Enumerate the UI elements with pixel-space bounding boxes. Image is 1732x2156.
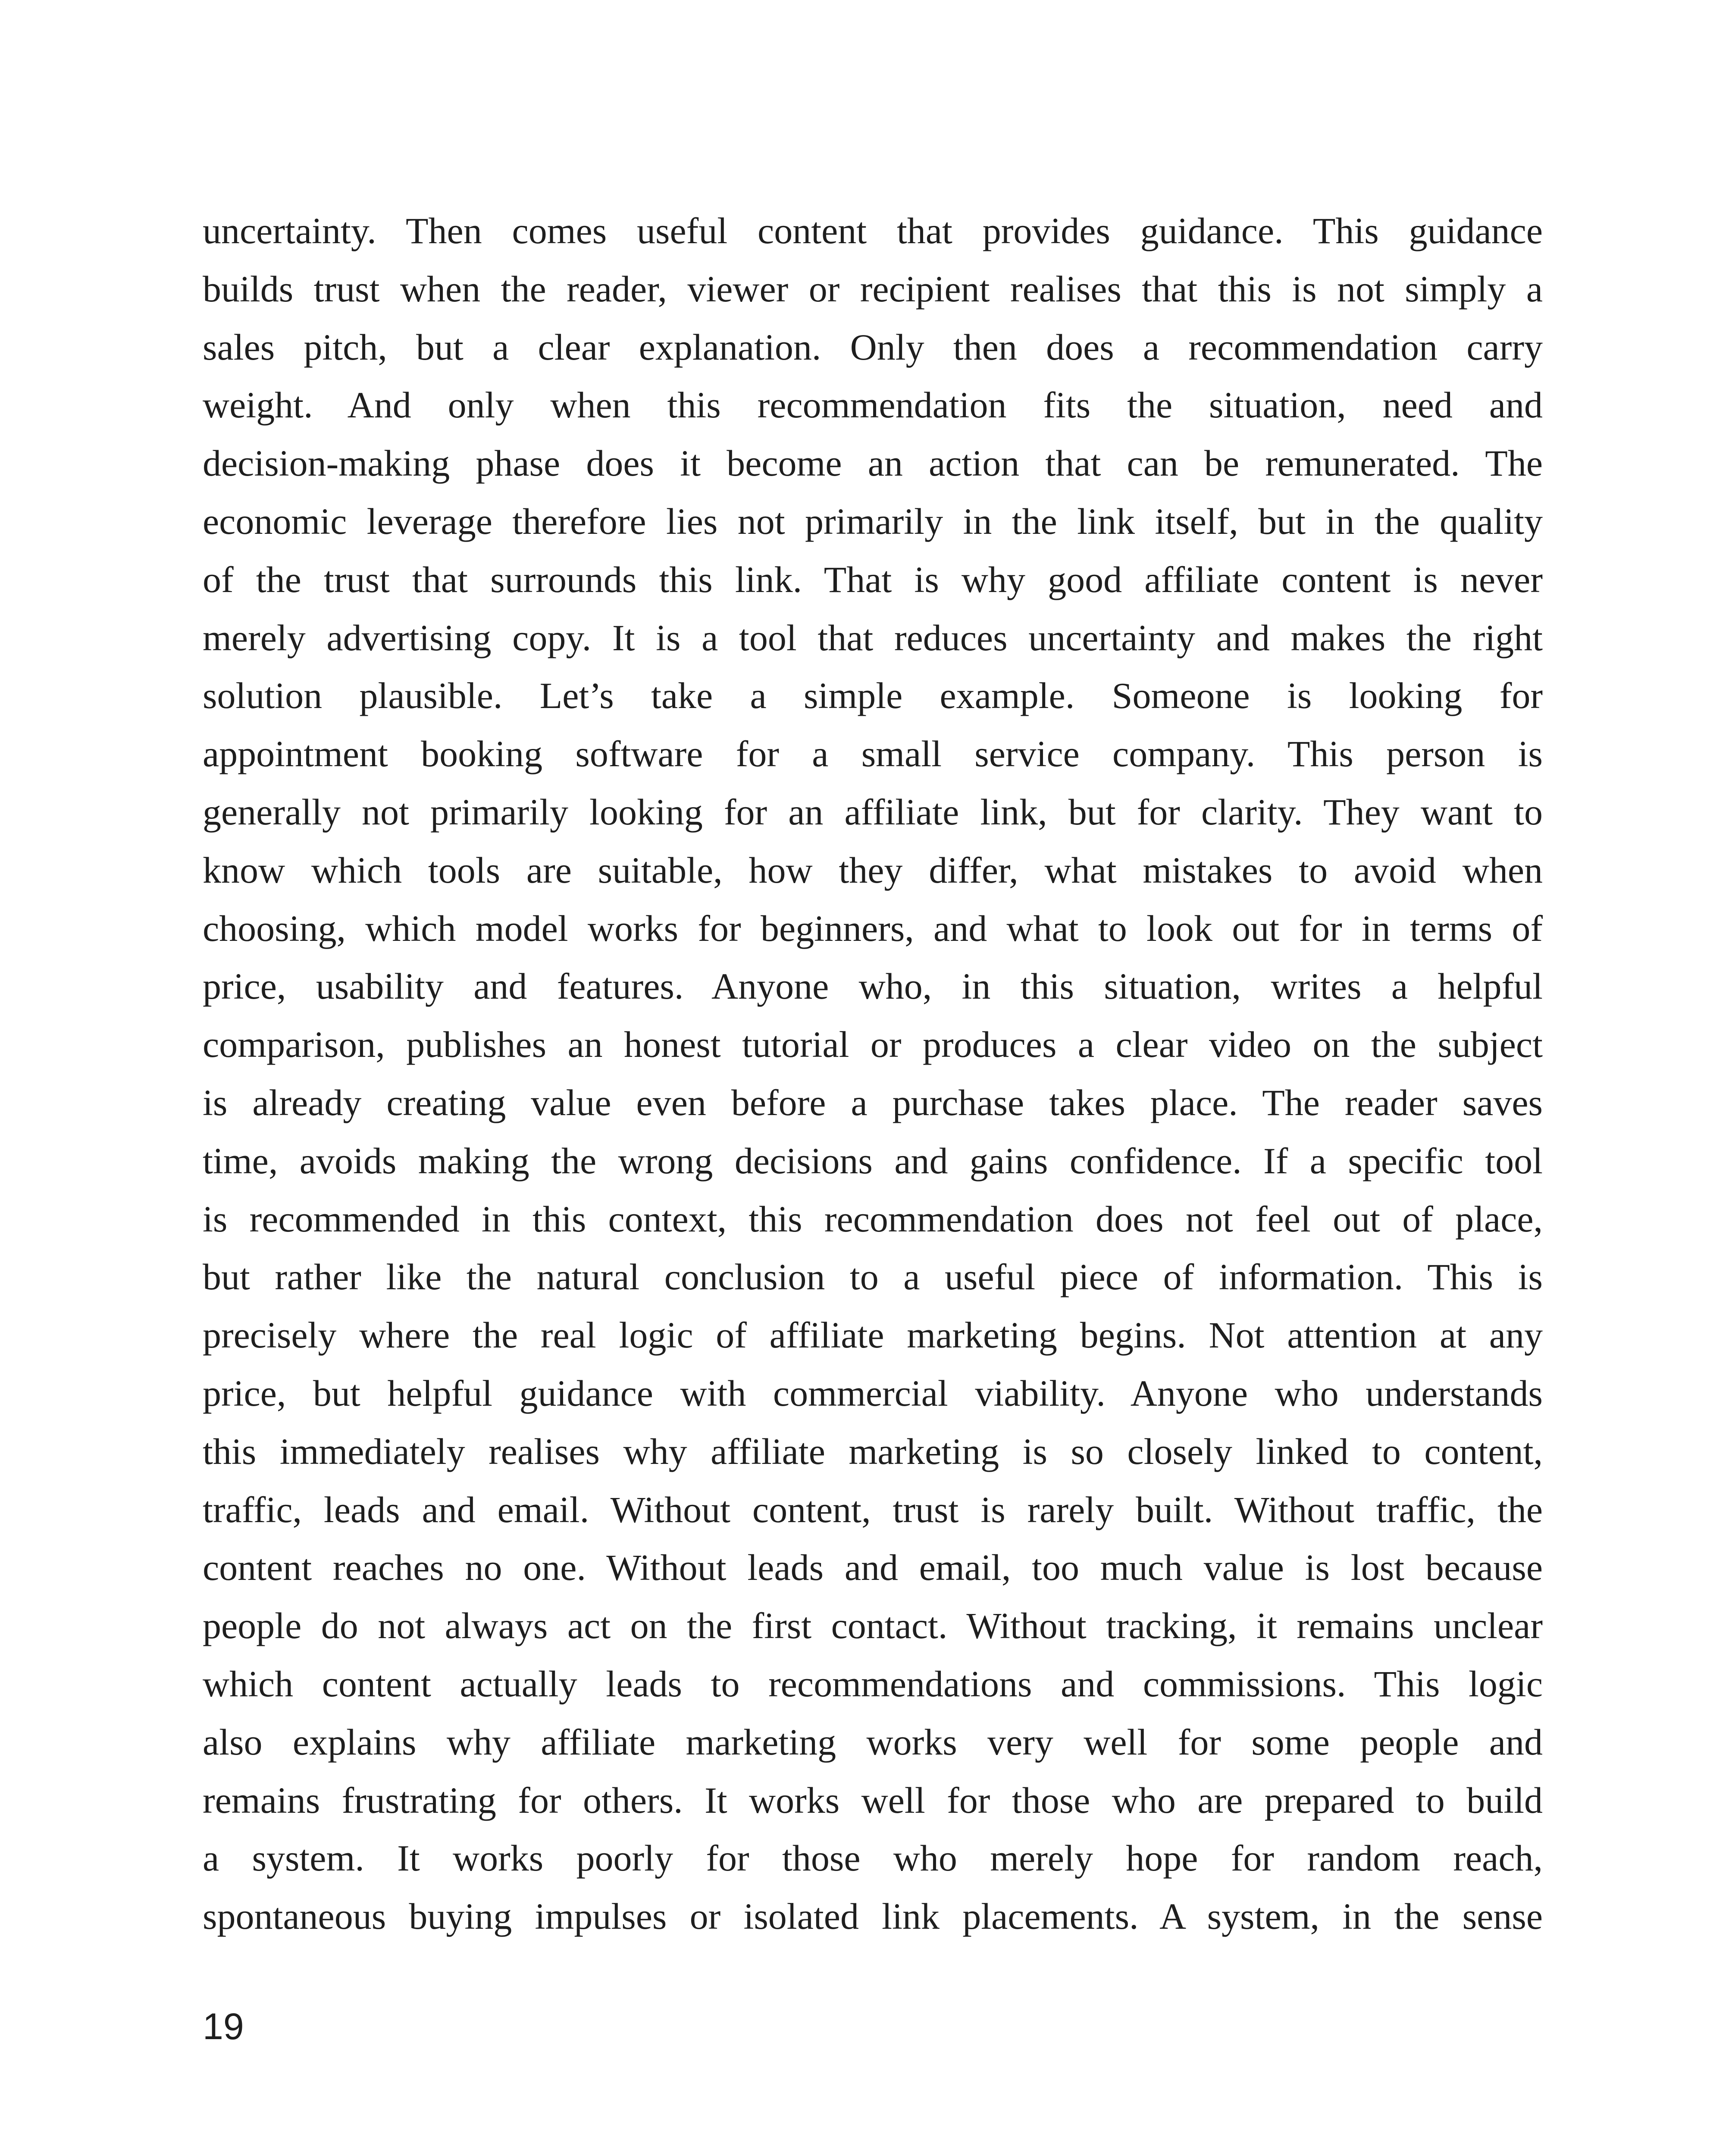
- text-line: is already creating value even before a purchase takes place. The reader saves: [203, 1081, 1543, 1123]
- text-line: spontaneous buying impulses or isolated link placements. A system, in the sense: [203, 1896, 1543, 1937]
- text-line: decision-making phase does it become an action that can be remunerated. The: [203, 442, 1543, 484]
- text-line: also explains why affiliate marketing works very well for some people and: [203, 1721, 1543, 1763]
- text-line: merely advertising copy. It is a tool that reduces uncertainty and makes the right: [203, 617, 1543, 658]
- text-line: is recommended in this context, this recommendation does not feel out of place,: [203, 1198, 1543, 1240]
- text-line: precisely where the real logic of affiliate marketing begins. Not attention at any: [203, 1314, 1543, 1356]
- text-line: people do not always act on the first contact. Without tracking, it remains unclear: [203, 1605, 1543, 1647]
- text-line: sales pitch, but a clear explanation. Only then does a recommendation carry: [203, 326, 1543, 368]
- text-line: economic leverage therefore lies not primarily in the link itself, but in the quality: [203, 500, 1543, 542]
- text-line: uncertainty. Then comes useful content that provides guidance. This guidance: [203, 210, 1543, 251]
- text-line: price, but helpful guidance with commercial viability. Anyone who understands: [203, 1372, 1543, 1414]
- text-line: this immediately realises why affiliate marketing is so closely linked to content,: [203, 1430, 1543, 1472]
- text-line: which content actually leads to recommendations and commissions. This logic: [203, 1663, 1543, 1705]
- text-line: comparison, publishes an honest tutorial or produces a clear video on the subject: [203, 1024, 1543, 1065]
- text-line: traffic, leads and email. Without content, trust is rarely built. Without traffic, the: [203, 1489, 1543, 1530]
- text-line: choosing, which model works for beginners, and what to look out for in terms of: [203, 907, 1543, 949]
- text-line: a system. It works poorly for those who merely hope for random reach,: [203, 1837, 1543, 1879]
- body-paragraph: [203, 202, 1543, 1946]
- text-line: know which tools are suitable, how they differ, what mistakes to avoid when: [203, 849, 1543, 891]
- text-line: remains frustrating for others. It works well for those who are prepared to build: [203, 1779, 1543, 1821]
- text-line: builds trust when the reader, viewer or recipient realises that this is not simply a: [203, 268, 1543, 310]
- text-line: generally not primarily looking for an affiliate link, but for clarity. They want to: [203, 791, 1543, 833]
- text-line: but rather like the natural conclusion to a useful piece of information. This is: [203, 1256, 1543, 1298]
- text-line: price, usability and features. Anyone who, in this situation, writes a helpful: [203, 965, 1543, 1007]
- text-line: time, avoids making the wrong decisions and gains confidence. If a specific tool: [203, 1140, 1543, 1181]
- text-line: content reaches no one. Without leads and email, too much value is lost because: [203, 1547, 1543, 1589]
- text-line: of the trust that surrounds this link. That is why good affiliate content is never: [203, 558, 1543, 600]
- text-line: appointment booking software for a small service company. This person is: [203, 733, 1543, 775]
- text-line: solution plausible. Let’s take a simple example. Someone is looking for: [203, 675, 1543, 717]
- page-number: 19: [203, 2006, 244, 2047]
- text-line: weight. And only when this recommendation fits the situation, need and: [203, 384, 1543, 426]
